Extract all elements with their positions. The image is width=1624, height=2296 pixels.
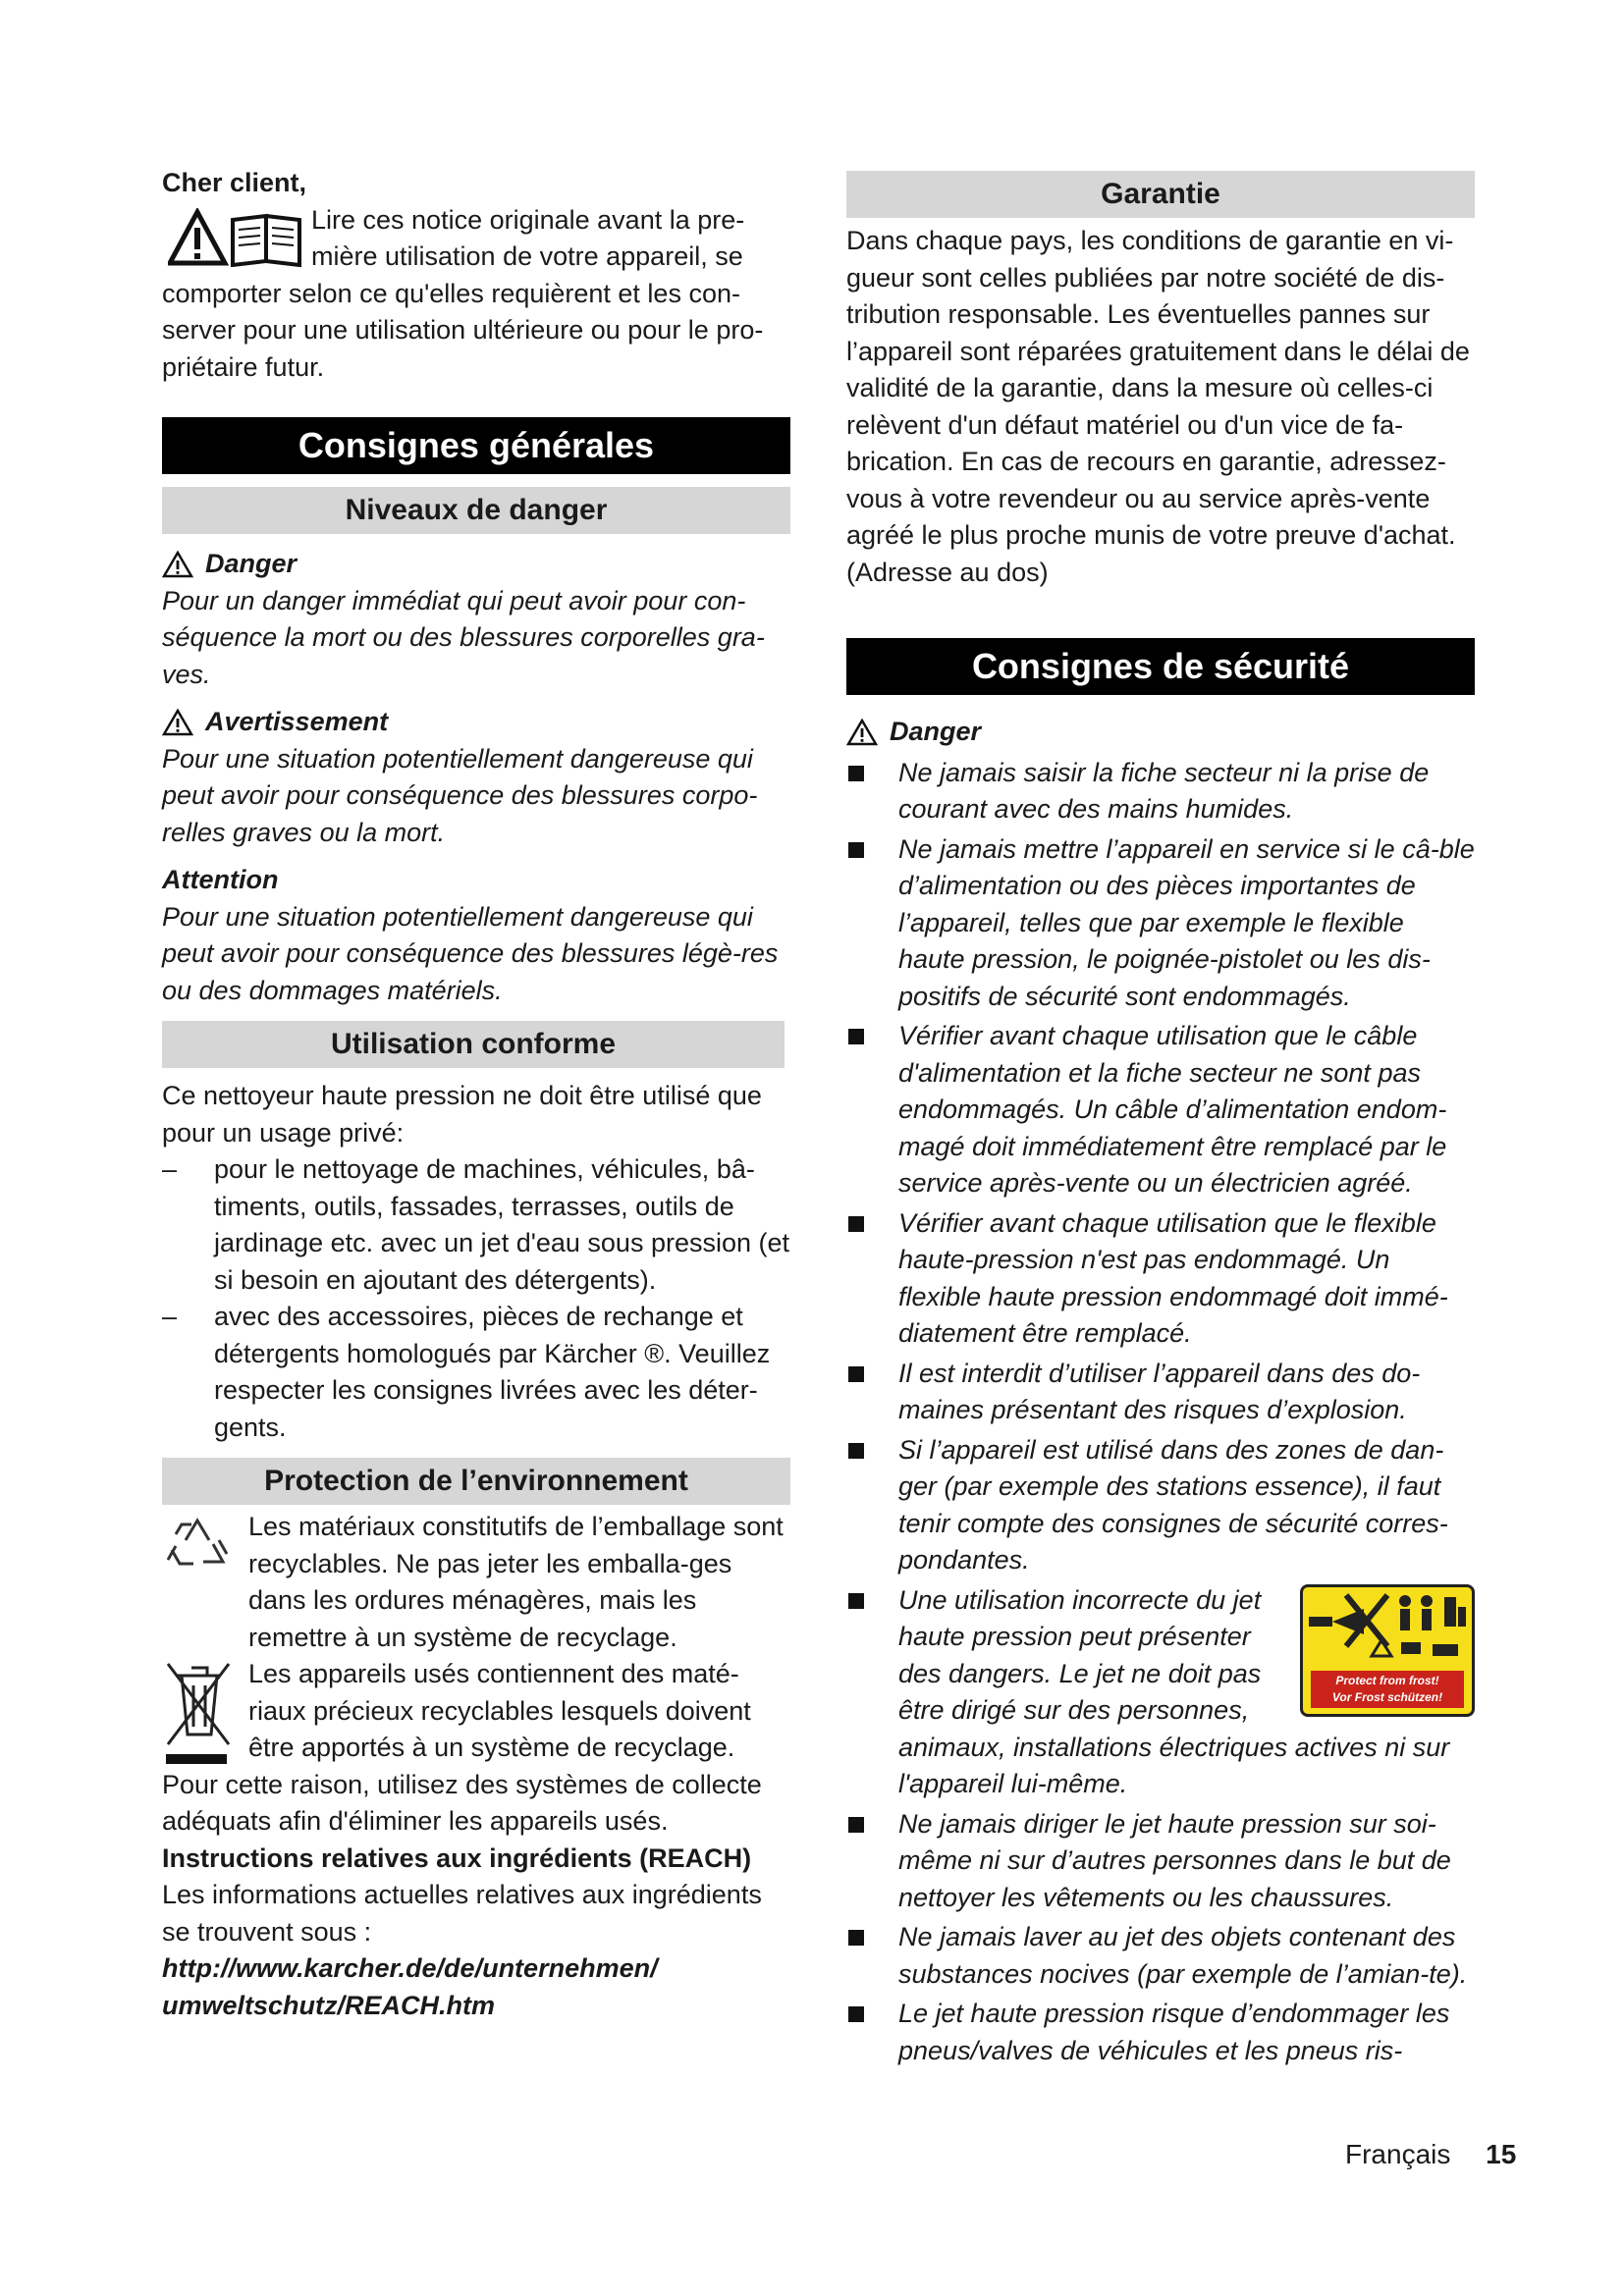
frost-label-text: Protect from frost! Vor Frost schützen!: [1311, 1671, 1464, 1708]
warning-manual-icons: [168, 208, 305, 272]
list-item: – pour le nettoyage de machines, véhicules, bâ-timents, outils, fassades, terrasses, outils de jardinage etc. avec un jet d'eau sous pression (et si besoin en ajoutant des détergents).: [162, 1151, 790, 1299]
warning-label: Avertissement: [205, 707, 389, 736]
list-item: Vérifier avant chaque utilisation que le câble d'alimentation et la fiche secteur ne sont pas endommagés. Un câble d’alimentation endom-magé doit immédiatement être remplacé par le service après-vente ou un électricien agréé.: [846, 1018, 1475, 1202]
collection-text: Pour cette raison, utilisez des systèmes de collecte adéquats afin d'éliminer les appareils usés.: [162, 1769, 762, 1836]
crossed-bin-icon: [162, 1658, 235, 1766]
list-item: Ne jamais diriger le jet haute pression sur soi-même ni sur d’autres personnes dans le but de nettoyer les vêtements ou les chaussures.: [846, 1806, 1475, 1917]
intro-section: [162, 165, 790, 386]
greeting: Cher client,: [162, 168, 307, 197]
danger-label: Danger: [205, 549, 298, 578]
safety-instructions-heading: Consignes de sécurité: [846, 638, 1475, 695]
general-instructions-heading: Consignes générales: [162, 417, 790, 474]
devices-text: Les appareils usés contiennent des maté-riaux précieux recyclables lesquels doivent être apportés à un système de recyclage.: [248, 1659, 751, 1762]
warranty-heading: Garantie: [846, 171, 1475, 218]
frost-warning-label-image: [1300, 1584, 1475, 1717]
reach-text: Les informations actuelles relatives aux ingrédients se trouvent sous :: [162, 1880, 762, 1947]
packaging-text: Les matériaux constitutifs de l’emballage sont recyclables. Ne pas jeter les emballa-ges dans les ordures ménagères, mais les remettre à un système de recyclage.: [248, 1512, 784, 1652]
list-item: Ne jamais saisir la fiche secteur ni la prise de courant avec des mains humides.: [846, 755, 1475, 828]
reach-heading: Instructions relatives aux ingrédients (REACH): [162, 1842, 752, 1873]
warning-triangle-icon: [162, 709, 193, 736]
left-column: [162, 165, 790, 2024]
warning-triangle-icon: [168, 208, 305, 267]
safety-danger-heading: [846, 714, 1475, 751]
manual-book-icon: [233, 216, 299, 265]
intended-use-heading: Utilisation conforme: [162, 1021, 785, 1068]
recycle-icon: [162, 1511, 235, 1579]
intended-use-list: [162, 1151, 790, 1446]
intro-line-1: Lire ces notice originale avant la pre-: [311, 204, 745, 235]
reach-url-line-1[interactable]: http://www.karcher.de/de/unternehmen/: [162, 1953, 658, 1983]
page-number: 15: [1486, 2139, 1517, 2169]
warning-text: Pour une situation potentiellement dangereuse qui peut avoir pour conséquence des blessures corpo-relles graves ou la mort.: [162, 743, 758, 847]
danger-heading: [162, 546, 790, 583]
reach-url-line-2[interactable]: umweltschutz/REACH.htm: [162, 1990, 496, 2020]
intended-use-intro: Ce nettoyeur haute pression ne doit être utilisé que pour un usage privé:: [162, 1081, 762, 1148]
environment-heading: Protection de l’environnement: [162, 1458, 790, 1505]
list-item: – avec des accessoires, pièces de rechange et détergents homologués par Kärcher ®. Veuillez respecter les consignes livrées avec les déter-gents.: [162, 1299, 790, 1446]
attention-text: Pour une situation potentiellement dangereuse qui peut avoir pour conséquence des blessures légè-res ou des dommages matériels.: [162, 901, 779, 1005]
intro-line-2: mière utilisation de votre appareil, se: [311, 241, 743, 271]
danger-text: Pour un danger immédiat qui peut avoir pour con-séquence la mort ou des blessures corporelles gra-ves.: [162, 585, 765, 689]
safety-list: [846, 755, 1475, 2070]
intro-text: comporter selon ce qu'elles requièrent et les con-server pour une utilisation ultérieure ou pour le pro-priétaire futur.: [162, 278, 764, 382]
warranty-text: Dans chaque pays, les conditions de garantie en vi-gueur sont celles publiées par notre société de dis-tribution responsable. Les éventuelles pannes sur l’appareil sont réparées gratuitement dans le délai de validité de la garantie, dans la mesure où celles-ci relèvent d'un défaut matériel ou d'un vice de fa-brication. En cas de recours en garantie, adressez-vous à votre revendeur ou au service après-vente agréé le plus proche munis de votre preuve d'achat. (Adresse au dos): [846, 226, 1470, 587]
list-item: Il est interdit d’utiliser l’appareil dans des do-maines présentant des risques d’explosion.: [846, 1356, 1475, 1429]
warning-triangle-icon: [846, 719, 878, 746]
jet-hazard-pictogram-icon: [1303, 1587, 1472, 1671]
warning-heading: [162, 704, 790, 741]
footer-language: Français: [1345, 2139, 1451, 2169]
danger-levels-heading: Niveaux de danger: [162, 487, 790, 534]
safety-danger-label: Danger: [890, 717, 982, 746]
list-item: Le jet haute pression risque d’endommager les pneus/valves de véhicules et les pneus ris-: [846, 1996, 1475, 2069]
attention-label: Attention: [162, 865, 279, 894]
list-item: Ne jamais laver au jet des objets contenant des substances nocives (par exemple de l’amian-te).: [846, 1919, 1475, 1993]
device-disposal: [162, 1656, 790, 1767]
page-footer: [1345, 2139, 1516, 2170]
right-column: [846, 171, 1475, 2072]
list-item: Vérifier avant chaque utilisation que le flexible haute-pression n'est pas endommagé. Un flexible haute pression endommagé doit immé-diatement être remplacé.: [846, 1205, 1475, 1353]
list-item-jet-warning: Une utilisation incorrecte du jet haute pression peut présenter des dangers. Le jet ne doit pas être dirigé sur des personnes, animaux, installations électriques actives ni sur l'appareil lui-même. Protect from frost! Vor Frost schützen!: [846, 1582, 1475, 1803]
packaging-recycling: [162, 1509, 790, 1656]
list-item: Si l’appareil est utilisé dans des zones de dan-ger (par exemple des stations essence), il faut tenir compte des consignes de sécurité corres-pondantes.: [846, 1432, 1475, 1579]
warning-triangle-icon: [162, 551, 193, 578]
list-item: Ne jamais mettre l’appareil en service si le câ-ble d’alimentation ou des pièces importantes de l’appareil, telles que par exemple le flexible haute pression, le poignée-pistolet ou les dis-positifs de sécurité sont endommagés.: [846, 831, 1475, 1016]
